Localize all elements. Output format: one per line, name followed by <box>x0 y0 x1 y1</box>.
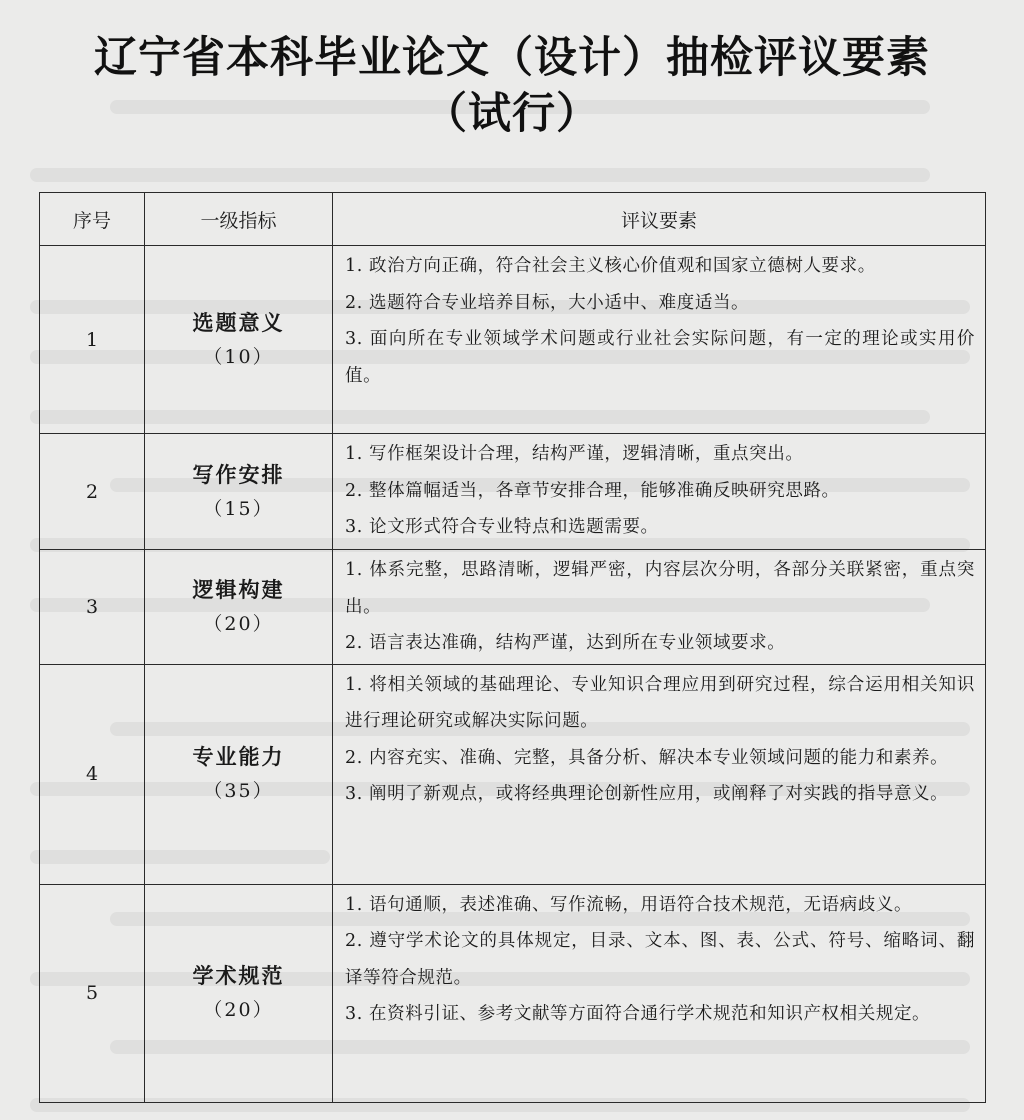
row-number: 2 <box>40 434 145 550</box>
requirement-item: 3. 阐明了新观点，或将经典理论创新性应用，或阐释了对实践的指导意义。 <box>345 784 949 804</box>
header-no: 序号 <box>40 193 145 246</box>
indicator-score: （15） <box>203 497 274 520</box>
requirement-item: 2. 遵守学术论文的具体规定，目录、文本、图、表、公式、符号、缩略词、翻译等符合规范。 <box>345 931 975 988</box>
indicator-cell <box>145 434 333 550</box>
requirements-cell <box>333 664 986 884</box>
table-row <box>40 246 986 434</box>
requirement-item: 1. 将相关领域的基础理论、专业知识合理应用到研究过程，综合运用相关知识进行理论研究或解决实际问题。 <box>345 674 975 731</box>
document-title: 辽宁省本科毕业论文（设计）抽检评议要素 <box>94 33 930 83</box>
requirement-item: 3. 在资料引证、参考文献等方面符合通行学术规范和知识产权相关规定。 <box>345 1004 931 1024</box>
requirements-cell <box>333 884 986 1102</box>
row-number: 1 <box>40 246 145 434</box>
row-number: 3 <box>40 550 145 665</box>
requirement-item: 1. 写作框架设计合理，结构严谨，逻辑清晰，重点突出。 <box>345 444 804 464</box>
indicator-name: 学术规范 <box>192 964 285 988</box>
table-row <box>40 550 986 665</box>
requirement-item: 2. 选题符合专业培养目标，大小适中、难度适当。 <box>345 292 750 313</box>
requirement-item: 2. 整体篇幅适当，各章节安排合理，能够准确反映研究思路。 <box>345 480 840 501</box>
requirement-item: 2. 内容充实、准确、完整，具备分析、解决本专业领域问题的能力和素养。 <box>345 747 949 768</box>
evaluation-table <box>39 192 986 1103</box>
requirement-item: 3. 论文形式符合专业特点和选题需要。 <box>345 517 659 537</box>
indicator-score: （20） <box>203 999 274 1021</box>
indicator-name: 专业能力 <box>192 745 285 769</box>
table-row <box>40 664 986 884</box>
requirement-item: 1. 语句通顺，表述准确、写作流畅，用语符合技术规范，无语病歧义。 <box>345 894 913 915</box>
table-row <box>40 434 986 550</box>
indicator-cell <box>145 550 333 665</box>
indicator-cell <box>145 246 333 434</box>
indicator-name: 写作安排 <box>192 462 285 487</box>
indicator-score: （10） <box>203 345 274 368</box>
row-number: 5 <box>40 884 145 1102</box>
table-header-row <box>40 193 986 246</box>
requirement-item: 1. 体系完整，思路清晰，逻辑严密，内容层次分明，各部分关联紧密，重点突出。 <box>345 560 975 617</box>
table-row <box>40 884 986 1102</box>
requirement-item: 3. 面向所在专业领域学术问题或行业社会实际问题，有一定的理论或实用价值。 <box>345 329 975 386</box>
row-number: 4 <box>40 664 145 884</box>
indicator-cell <box>145 664 333 884</box>
requirement-item: 1. 政治方向正确，符合社会主义核心价值观和国家立德树人要求。 <box>345 256 876 276</box>
requirements-cell <box>333 550 986 665</box>
indicator-score: （20） <box>203 612 274 635</box>
document-subtitle: （试行） <box>424 89 600 139</box>
indicator-name: 逻辑构建 <box>192 577 285 602</box>
indicator-score: （35） <box>203 780 274 802</box>
header-indicator: 一级指标 <box>145 193 333 246</box>
indicator-cell <box>145 884 333 1102</box>
requirements-cell <box>333 434 986 550</box>
requirement-item: 2. 语言表达准确，结构严谨，达到所在专业领域要求。 <box>345 633 786 653</box>
header-requirements: 评议要素 <box>333 193 986 246</box>
requirements-cell <box>333 246 986 434</box>
indicator-name: 选题意义 <box>192 310 285 335</box>
